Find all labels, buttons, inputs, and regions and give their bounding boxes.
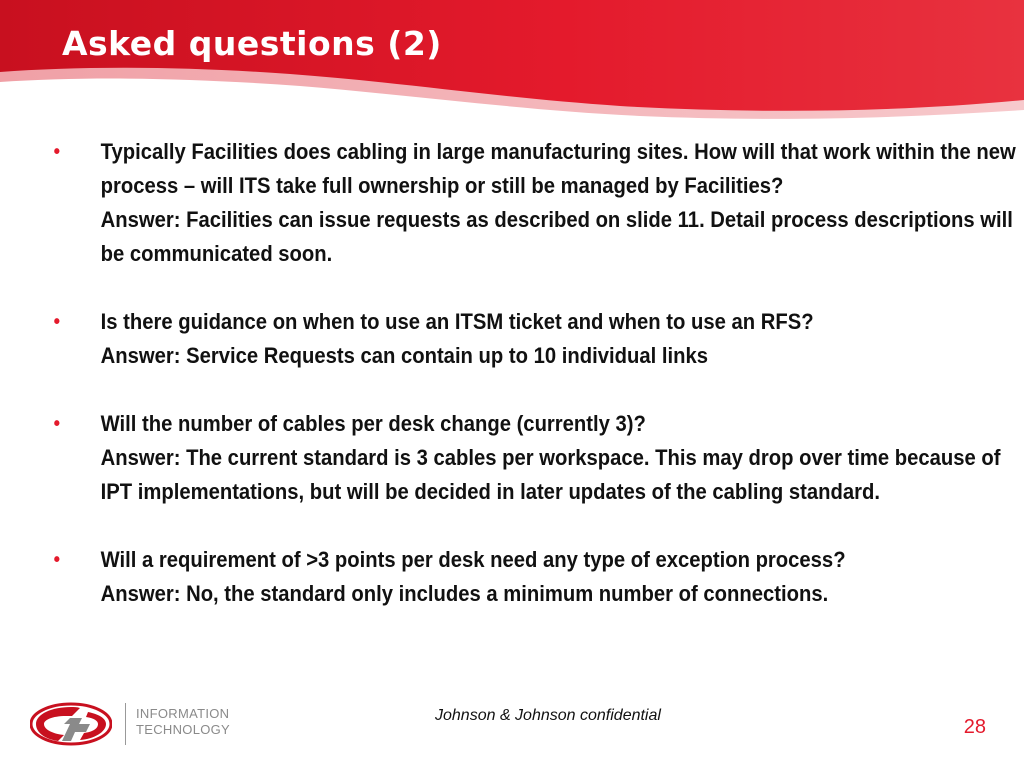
page-number: 28 <box>963 716 986 738</box>
slide-title: Asked questions (2) <box>62 24 442 63</box>
logo-text <box>136 706 230 738</box>
bullet-icon: • <box>53 141 61 163</box>
answer-text: Answer: The current standard is 3 cables per workspace. This may drop over time because of IPT implementations, but will be decided in later updates of the cabling standard. <box>100 445 1001 504</box>
qa-list <box>50 135 1018 611</box>
answer-text: Answer: Facilities can issue requests as described on slide 11. Detail process descriptions will be communicated soon. <box>100 207 1013 266</box>
question-text: Is there guidance on when to use an ITSM ticket and when to use an RFS? <box>100 309 814 334</box>
it-logo <box>30 700 290 750</box>
answer-text: Answer: Service Requests can contain up to 10 individual links <box>100 343 708 368</box>
question-text: Will the number of cables per desk change (currently 3)? <box>100 411 646 436</box>
qa-item <box>50 543 1024 611</box>
logo-divider <box>125 703 126 745</box>
answer-text: Answer: No, the standard only includes a minimum number of connections. <box>100 581 829 606</box>
bullet-icon: • <box>53 311 61 333</box>
bullet-icon: • <box>53 549 61 571</box>
confidential-label: Johnson & Johnson confidential <box>435 707 661 724</box>
bullet-icon: • <box>53 413 61 435</box>
header-wave-banner <box>0 0 1024 150</box>
logo-line-information: INFORMATION <box>136 706 230 721</box>
qa-item <box>50 407 1024 509</box>
question-text: Typically Facilities does cabling in large manufacturing sites. How will that work within the new process – will ITS take full ownership or still be managed by Facilities? <box>100 139 1016 198</box>
it-logo-icon <box>30 702 112 746</box>
logo-line-technology: TECHNOLOGY <box>136 722 231 737</box>
question-text: Will a requirement of >3 points per desk need any type of exception process? <box>100 547 846 572</box>
qa-item <box>50 305 1024 373</box>
qa-item <box>50 135 1024 271</box>
